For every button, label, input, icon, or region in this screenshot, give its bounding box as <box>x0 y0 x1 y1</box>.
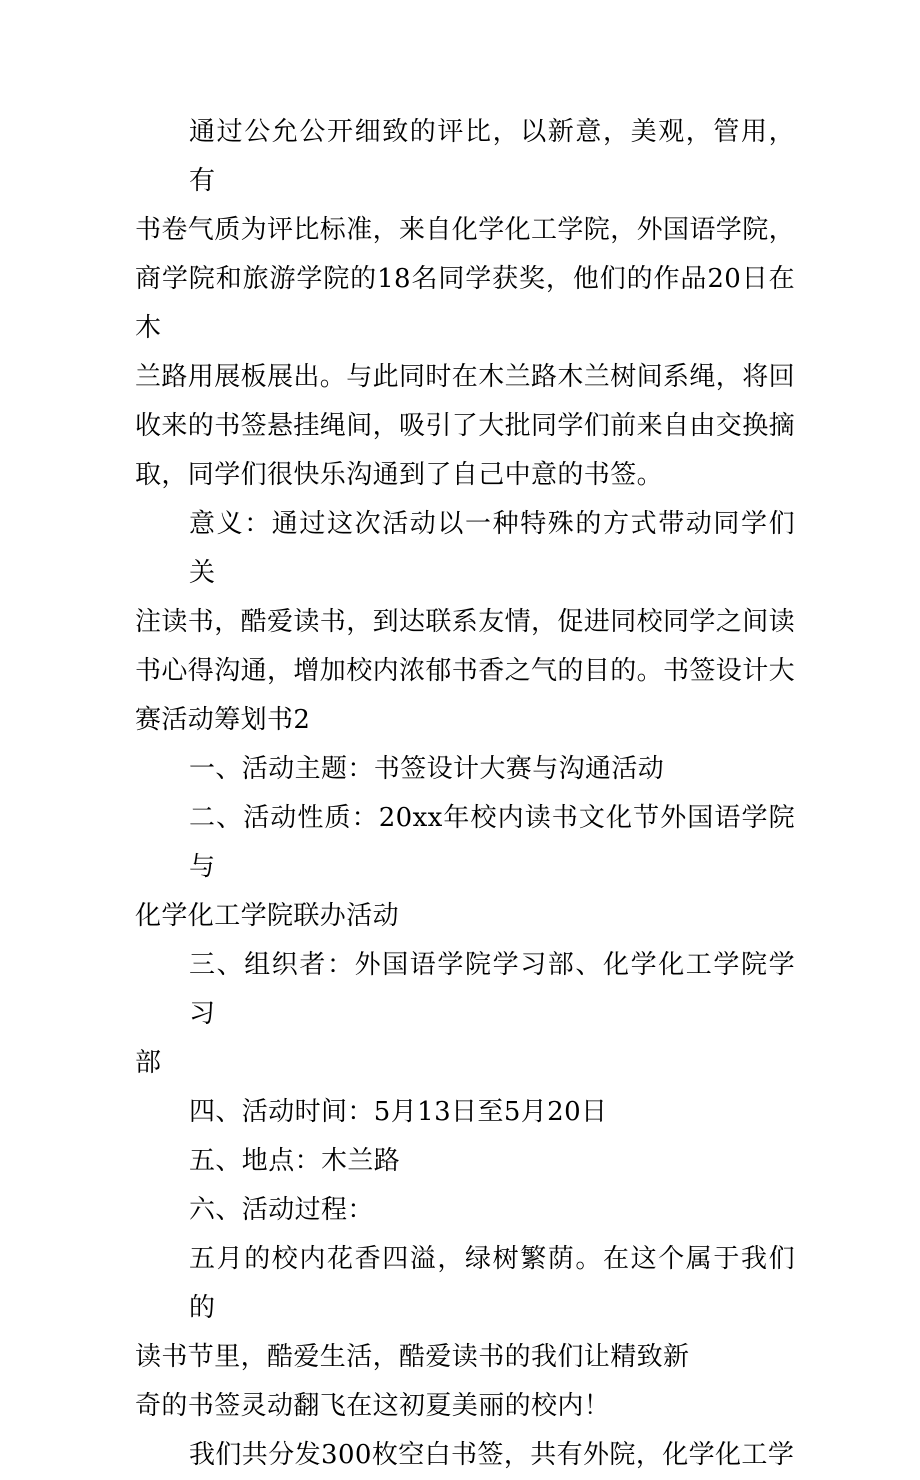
text-line: 书心得沟通，增加校内浓郁书香之气的目的。书签设计大 <box>135 656 796 686</box>
paragraph-activity-theme <box>135 745 795 794</box>
text-line: 部 <box>135 1048 162 1078</box>
text-line: 四、活动时间：5月13日至5月20日 <box>189 1097 608 1127</box>
paragraph-activity-time <box>135 1088 795 1137</box>
text-line: 兰路用展板展出。与此同时在木兰路木兰树间系绳，将回 <box>135 362 796 392</box>
text-line: 通过公允公开细致的评比，以新意，美观，管用，有 <box>189 117 795 196</box>
paragraph-campus-may <box>135 1235 795 1431</box>
text-line: 我们共分发300枚空白书签，共有外院，化学化工学 <box>189 1440 795 1470</box>
document-body <box>135 108 795 1480</box>
paragraph-location <box>135 1137 795 1186</box>
text-line: 五、地点：木兰路 <box>189 1146 401 1176</box>
text-line: 三、组织者：外国语学院学习部、化学化工学院学习 <box>189 950 795 1029</box>
paragraph-activity-nature <box>135 794 795 941</box>
text-line: 化学化工学院联办活动 <box>135 901 400 931</box>
text-line: 读书节里，酷爱生活，酷爱读书的我们让精致新 <box>135 1342 690 1372</box>
paragraph-award-results <box>135 108 795 500</box>
text-line: 意义：通过这次活动以一种特殊的方式带动同学们关 <box>189 509 795 588</box>
text-line: 六、活动过程： <box>189 1195 374 1225</box>
text-line: 五月的校内花香四溢，绿树繁荫。在这个属于我们的 <box>189 1244 795 1323</box>
paragraph-organizers <box>135 941 795 1088</box>
text-line: 书卷气质为评比标准，来自化学化工学院，外国语学院， <box>135 215 796 245</box>
text-line: 一、活动主题：书签设计大赛与沟通活动 <box>189 754 665 784</box>
text-line: 收来的书签悬挂绳间，吸引了大批同学们前来自由交换摘 <box>135 411 796 441</box>
text-line: 二、活动性质：20xx年校内读书文化节外国语学院与 <box>189 803 795 882</box>
paragraph-distribution <box>135 1431 795 1480</box>
text-line: 赛活动筹划书2 <box>135 705 311 735</box>
text-line: 注读书，酷爱读书，到达联系友情，促进同校同学之间读 <box>135 607 796 637</box>
text-line: 商学院和旅游学院的18名同学获奖，他们的作品20日在木 <box>135 264 795 343</box>
text-line: 取，同学们很快乐沟通到了自己中意的书签。 <box>135 460 664 490</box>
text-line: 奇的书签灵动翻飞在这初夏美丽的校内！ <box>135 1391 611 1421</box>
paragraph-significance <box>135 500 795 745</box>
paragraph-activity-process-heading <box>135 1186 795 1235</box>
